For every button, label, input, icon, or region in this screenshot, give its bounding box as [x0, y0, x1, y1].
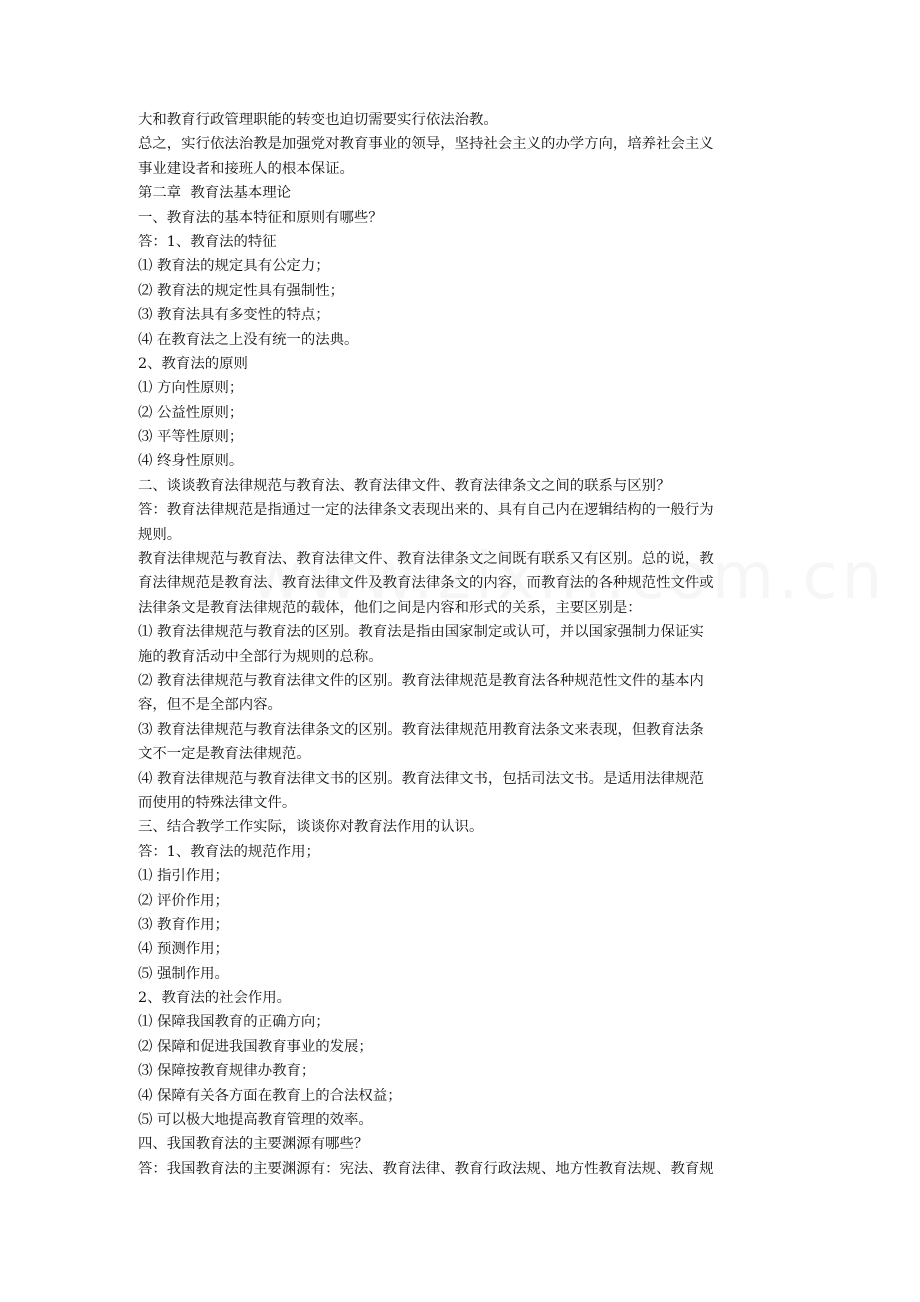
text-line: 施的教育活动中全部行为规则的总称。 — [138, 648, 383, 665]
text-line: 2、教育法的社会作用。 — [138, 990, 292, 1007]
text-line: 2、教育法的原则 — [138, 355, 248, 372]
text-line: 二、谈谈教育法律规范与教育法、教育法律文件、教育法律条文之间的联系与区别？ — [138, 477, 671, 494]
text-line: 法律条文是教育法律规范的载体，他们之间是内容和形式的关系，主要区别是： — [138, 599, 642, 616]
text-line: ⑶ 教育作用； — [138, 916, 229, 933]
text-line: ⑴ 教育法律规范与教育法的区别。教育法是指由国家制定或认可，并以国家强制力保证实 — [138, 624, 704, 641]
text-line: 答：我国教育法的主要渊源有：宪法、教育法律、教育行政法规、地方性教育法规、教育规 — [138, 1160, 714, 1177]
text-line: ⑷ 预测作用； — [138, 941, 229, 958]
text-line: 四、我国教育法的主要渊源有哪些？ — [138, 1136, 369, 1153]
text-line: ⑶ 平等性原则； — [138, 429, 244, 446]
text-line: ⑷ 教育法律规范与教育法律文书的区别。教育法律文书，包括司法文书。是适用法律规范 — [138, 770, 704, 787]
text-line: 答：教育法律规范是指通过一定的法律条文表现出来的、具有自己内在逻辑结构的一般行为 — [138, 502, 714, 519]
text-line: 大和教育行政管理职能的转变也迫切需要实行依法治教。 — [138, 112, 498, 128]
text-line: ⑵ 教育法律规范与教育法律文件的区别。教育法律规范是教育法各种规范性文件的基本内 — [138, 672, 704, 689]
text-line: ⑴ 方向性原则； — [138, 380, 244, 397]
text-line: ⑴ 指引作用； — [138, 868, 229, 885]
text-line: 三、结合教学工作实际，谈谈你对教育法作用的认识。 — [138, 819, 484, 836]
text-line: ⑶ 教育法具有多变性的特点； — [138, 307, 330, 324]
text-line: 事业建设者和接班人的根本保证。 — [138, 160, 354, 177]
text-line: ⑵ 教育法的规定性具有强制性； — [138, 282, 345, 299]
text-line: ⑶ 保障按教育规律办教育； — [138, 1063, 316, 1080]
text-line: 答：1、教育法的特征 — [138, 233, 277, 250]
text-line: 容，但不是全部内容。 — [138, 697, 282, 714]
text-line: ⑴ 保障我国教育的正确方向； — [138, 1014, 330, 1031]
document-body — [138, 108, 786, 1181]
text-line: ⑷ 在教育法之上没有统一的法典。 — [138, 331, 359, 348]
text-line: 一、教育法的基本特征和原则有哪些？ — [138, 209, 383, 226]
text-line: ⑴ 教育法的规定具有公定力； — [138, 258, 330, 275]
text-line: ⑸ 强制作用。 — [138, 965, 229, 982]
text-line: ⑵ 公益性原则； — [138, 404, 244, 421]
text-line: 规则。 — [138, 526, 182, 543]
text-line: ⑵ 保障和促进我国教育事业的发展； — [138, 1038, 373, 1055]
text-line: ⑷ 保障有关各方面在教育上的合法权益； — [138, 1087, 402, 1104]
text-line: 教育法律规范与教育法、教育法律文件、教育法律条文之间既有联系又有区别。总的说，教 — [138, 551, 714, 568]
text-line: 而使用的特殊法律文件。 — [138, 794, 297, 811]
text-line: ⑸ 可以极大地提高教育管理的效率。 — [138, 1112, 373, 1129]
text-line: ⑷ 终身性原则。 — [138, 453, 244, 470]
text-line: 育法律规范是教育法、教育法律文件及教育法律条文的内容，而教育法的各种规范性文件或 — [138, 575, 714, 592]
text-line: ⑵ 评价作用； — [138, 892, 229, 909]
text-line: 答：1、教育法的规范作用； — [138, 843, 320, 860]
text-line: 总之，实行依法治教是加强党对教育事业的领导，坚持社会主义的办学方向，培养社会主义 — [138, 136, 714, 153]
text-line: 第二章 教育法基本理论 — [138, 185, 292, 202]
text-line: 文不一定是教育法律规范。 — [138, 746, 311, 763]
text-line: ⑶ 教育法律规范与教育法律条文的区别。教育法律规范用教育法条文来表现，但教育法条 — [138, 721, 704, 738]
